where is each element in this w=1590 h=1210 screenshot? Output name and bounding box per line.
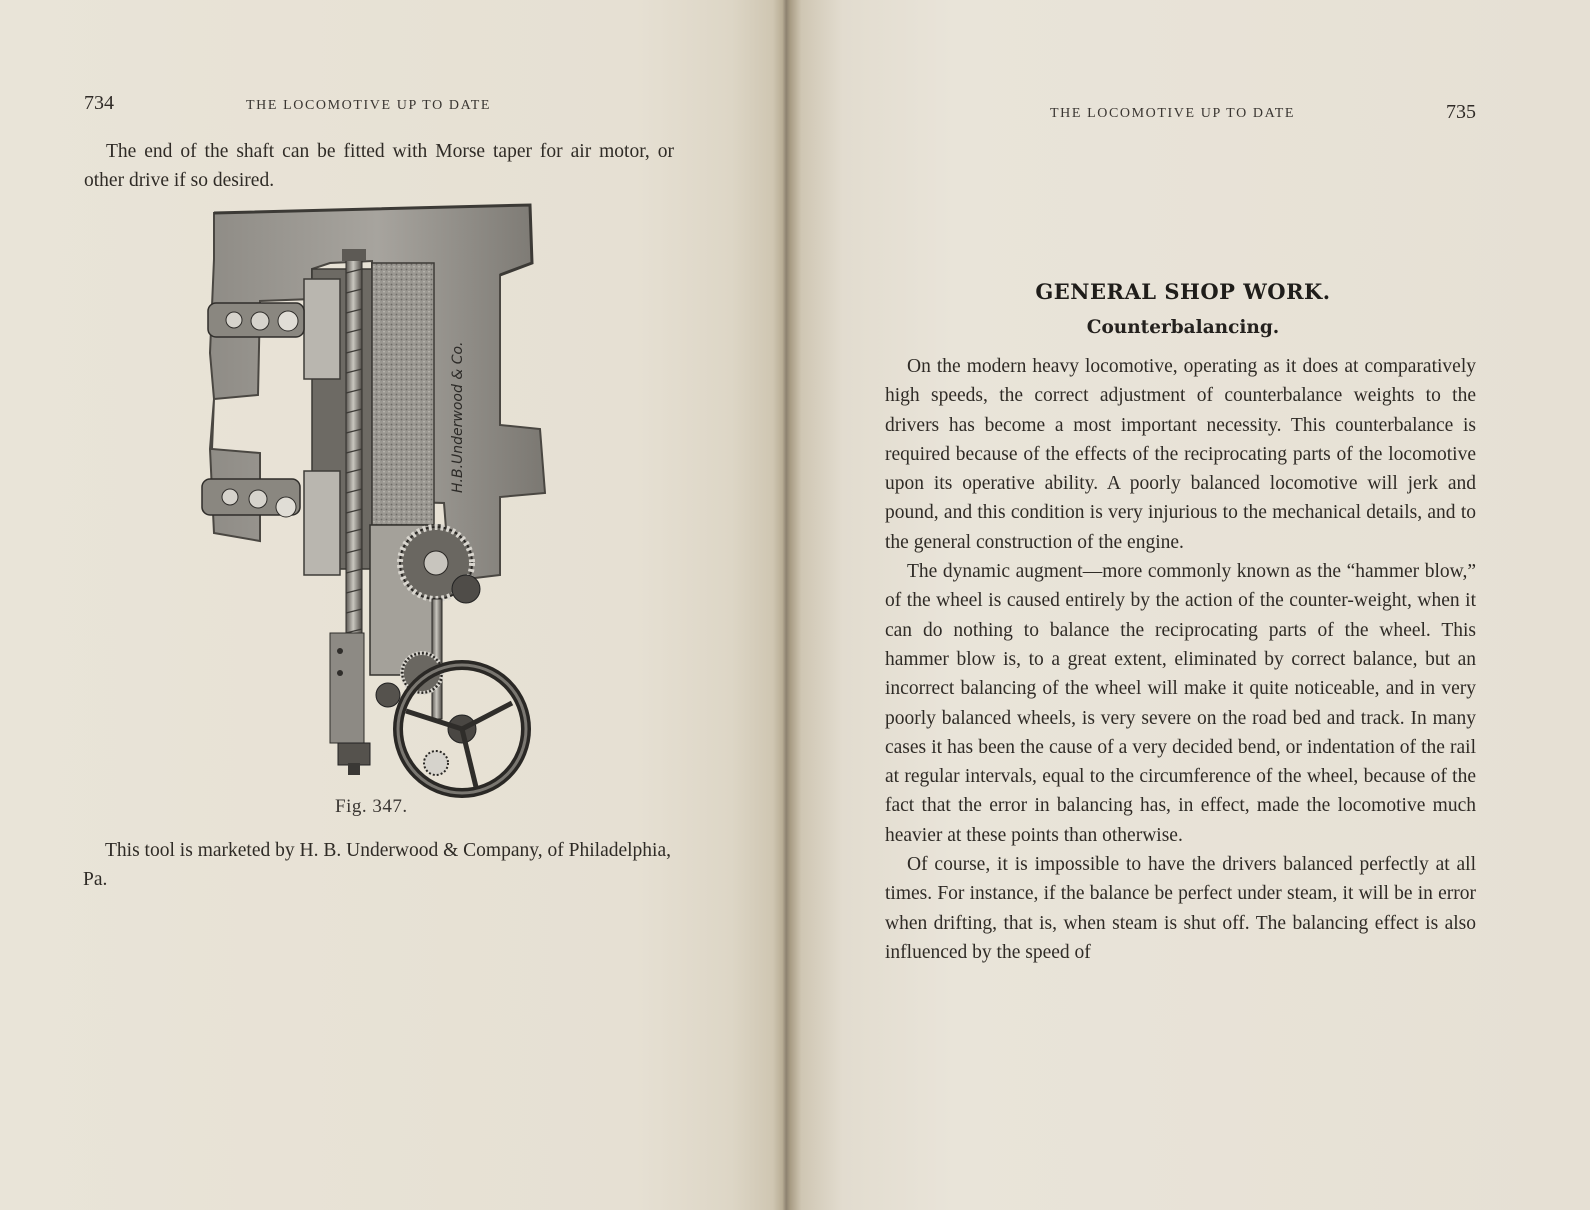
figure-caption: Fig. 347. [335,796,408,817]
left-page [0,0,790,1210]
left-intro-text [84,137,674,196]
right-running-head: THE LOCOMOTIVE UP TO DATE [1050,106,1296,121]
right-body-text [885,352,1476,967]
left-closing-text [83,836,671,895]
body-paragraph-3: Of course, it is impossible to have the drivers balanced perfectly at all times. For instance, if the balance be perfect under steam, it will be in error when drifting, that is, when steam is shut off. The balancing effect is also influenced by the speed of [885,854,1476,963]
subsection-title: Counterbalancing. [1086,317,1280,338]
intro-paragraph: The end of the shaft can be fitted with Morse taper for air motor, or other drive if so desired. [84,141,674,192]
svg-text:H.B.Underwood & Co.: H.B.Underwood & Co. [450,341,466,493]
left-page-number: 734 [84,92,114,114]
right-page [796,0,1590,1210]
closing-paragraph: This tool is marketed by H. B. Underwood & Company, of Philadelphia, Pa. [83,840,671,891]
right-page-number: 735 [1446,101,1476,123]
left-running-head: THE LOCOMOTIVE UP TO DATE [246,98,492,113]
section-title: GENERAL SHOP WORK. [1035,279,1331,304]
figure-347-illustration [200,203,560,809]
body-paragraph-1: On the modern heavy locomotive, operating as it does at comparatively high speeds, the correct adjustment of counterbalance weights to the drivers has become a most important necessity. This counterbalance is required because of the effects of the reciprocating parts of the locomotive upon its operative ability. A poorly balanced locomotive will jerk and pound, and this condition is very injurious to the mechanical details, and to the general construction of the engine. [885,356,1476,553]
body-paragraph-2: The dynamic augment—more commonly known as the “hammer blow,” of the wheel is caused entirely by the action of the counter-weight, when it can do nothing to balance the reciprocating parts of the wheel. This hammer blow is, to a great extent, eliminated by correct balance, but an incorrect balancing of the wheel will make it quite noticeable, and in very poorly balanced wheels, is very severe on the road bed and track. In many cases it has been the cause of a very decided bend, or indentation of the rail at regular intervals, equal to the circumference of the wheel, because of the fact that the error in balancing has, in effect, made the locomotive much heavier at these points than otherwise. [885,561,1476,846]
